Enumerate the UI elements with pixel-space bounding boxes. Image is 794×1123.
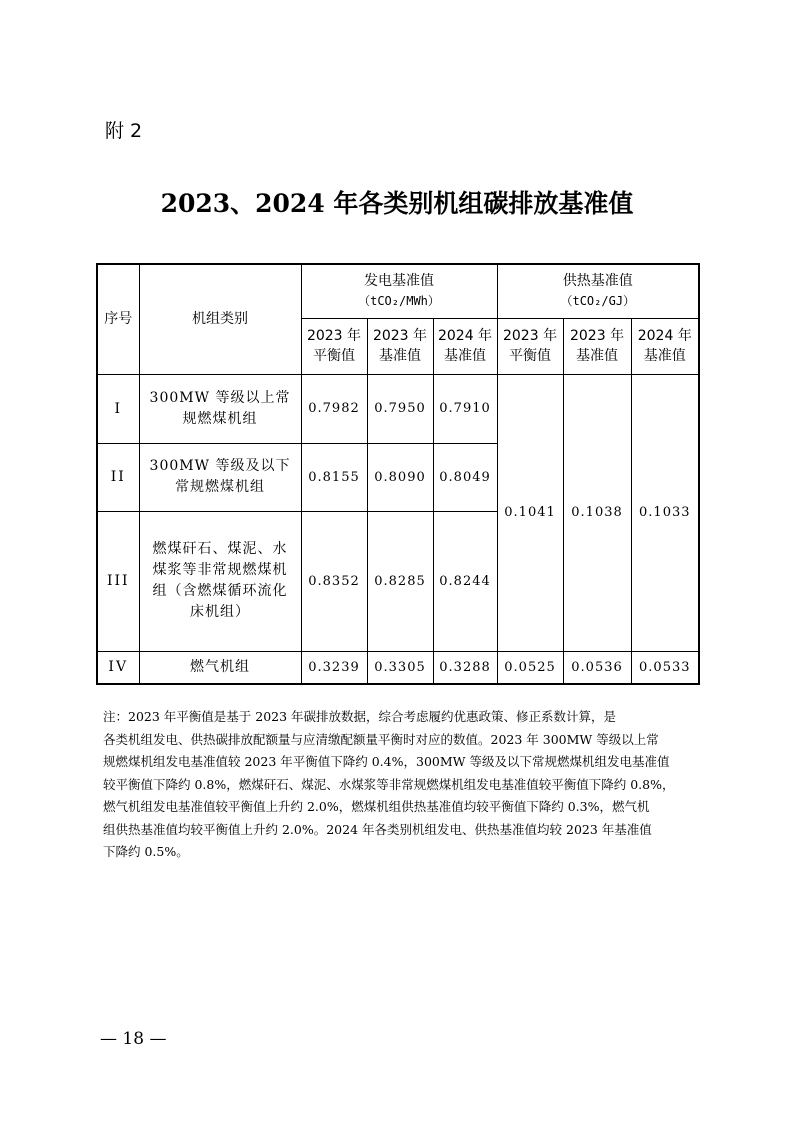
power-value: 0.3239 <box>301 651 367 684</box>
power-value: 0.8285 <box>367 511 433 651</box>
heat-value: 0.0536 <box>563 651 631 684</box>
power-value: 0.8090 <box>367 443 433 511</box>
row-seq: I <box>97 374 139 443</box>
heat-group-unit: （tCO₂/GJ） <box>560 294 636 309</box>
sub-header-kind: 基准值 <box>643 348 686 364</box>
power-value: 0.8049 <box>433 443 497 511</box>
sub-header-year: 2023 年 <box>372 328 428 344</box>
table-row <box>97 374 699 443</box>
power-value: 0.7982 <box>301 374 367 443</box>
row-category: 燃气机组 <box>139 651 301 684</box>
coal-heat-value: 0.1041 <box>497 374 563 651</box>
power-group-unit: （tCO₂/MWh） <box>358 294 440 309</box>
row-seq: II <box>97 443 139 511</box>
header-category: 机组类别 <box>139 264 301 374</box>
heat-value: 0.0533 <box>631 651 699 684</box>
sub-header-year: 2024 年 <box>437 328 493 344</box>
heat-value: 0.0525 <box>497 651 563 684</box>
power-value: 0.3288 <box>433 651 497 684</box>
power-value: 0.8155 <box>301 443 367 511</box>
benchmark-table <box>96 263 700 685</box>
header-row-1 <box>97 264 699 318</box>
note-line: 注：2023 年平衡值是基于 2023 年碳排放数据，综合考虑履约优惠政策、修正系数计算，是 <box>103 709 617 724</box>
note-line: 下降约 0.5%。 <box>103 844 189 859</box>
note-line: 各类机组发电、供热碳排放配额量与应清缴配额量平衡时对应的数值。2023 年 300MW 等级以上常 <box>103 731 659 747</box>
sub-header-year: 2024 年 <box>637 328 692 344</box>
sub-header-year: 2023 年 <box>502 328 558 344</box>
header-seq: 序号 <box>97 264 139 374</box>
note-line: 组供热基准值均较平衡值上升约 2.0%。2024 年各类别机组发电、供热基准值均较 2023 年基准值 <box>103 821 652 837</box>
power-value: 0.3305 <box>367 651 433 684</box>
row-category: 300MW 等级及以下常规燃煤机组 <box>139 443 301 511</box>
sub-header-year: 2023 年 <box>306 328 362 344</box>
sub-header-kind: 基准值 <box>576 348 619 364</box>
page-title: 2023、2024 年各类别机组碳排放基准值 <box>160 189 634 218</box>
sub-header <box>631 318 699 374</box>
heat-group-label: 供热基准值 <box>562 273 633 290</box>
row-category: 300MW 等级以上常规燃煤机组 <box>139 374 301 443</box>
sub-header-kind: 基准值 <box>379 348 421 364</box>
attachment-label: 附 2 <box>105 120 143 142</box>
power-value: 0.7950 <box>367 374 433 443</box>
power-group-label: 发电基准值 <box>364 273 435 290</box>
sub-header <box>433 318 497 374</box>
sub-header-kind: 平衡值 <box>313 348 355 364</box>
note-line: 燃气机组发电基准值较平衡值上升约 2.0%，燃煤机组供热基准值均较平衡值下降约 0.3%，燃气机 <box>103 799 650 814</box>
header-power-group <box>301 264 497 318</box>
power-value: 0.8244 <box>433 511 497 651</box>
sub-header <box>497 318 563 374</box>
sub-header-kind: 基准值 <box>444 348 487 364</box>
power-value: 0.7910 <box>433 374 497 443</box>
table-note <box>103 706 695 864</box>
table-row <box>97 651 699 684</box>
sub-header <box>367 318 433 374</box>
sub-header <box>301 318 367 374</box>
note-line: 规燃煤机组发电基准值较 2023 年平衡值下降约 0.4%，300MW 等级及以下常规燃煤机组发电基准值 <box>103 754 670 769</box>
coal-heat-value: 0.1038 <box>563 374 631 651</box>
header-heat-group <box>497 264 699 318</box>
note-line: 较平衡值下降约 0.8%，燃煤矸石、煤泥、水煤浆等非常规燃煤机组发电基准值较平衡值下降约 0.8%， <box>103 776 675 792</box>
row-seq: III <box>97 511 139 651</box>
sub-header-year: 2023 年 <box>569 328 625 344</box>
sub-header-kind: 平衡值 <box>509 348 552 364</box>
row-seq: IV <box>97 651 139 684</box>
page-number: — 18 — <box>100 1029 167 1049</box>
sub-header <box>563 318 631 374</box>
power-value: 0.8352 <box>301 511 367 651</box>
row-category: 燃煤矸石、煤泥、水煤浆等非常规燃煤机组（含燃煤循环流化床机组） <box>139 511 301 651</box>
coal-heat-value: 0.1033 <box>631 374 699 651</box>
